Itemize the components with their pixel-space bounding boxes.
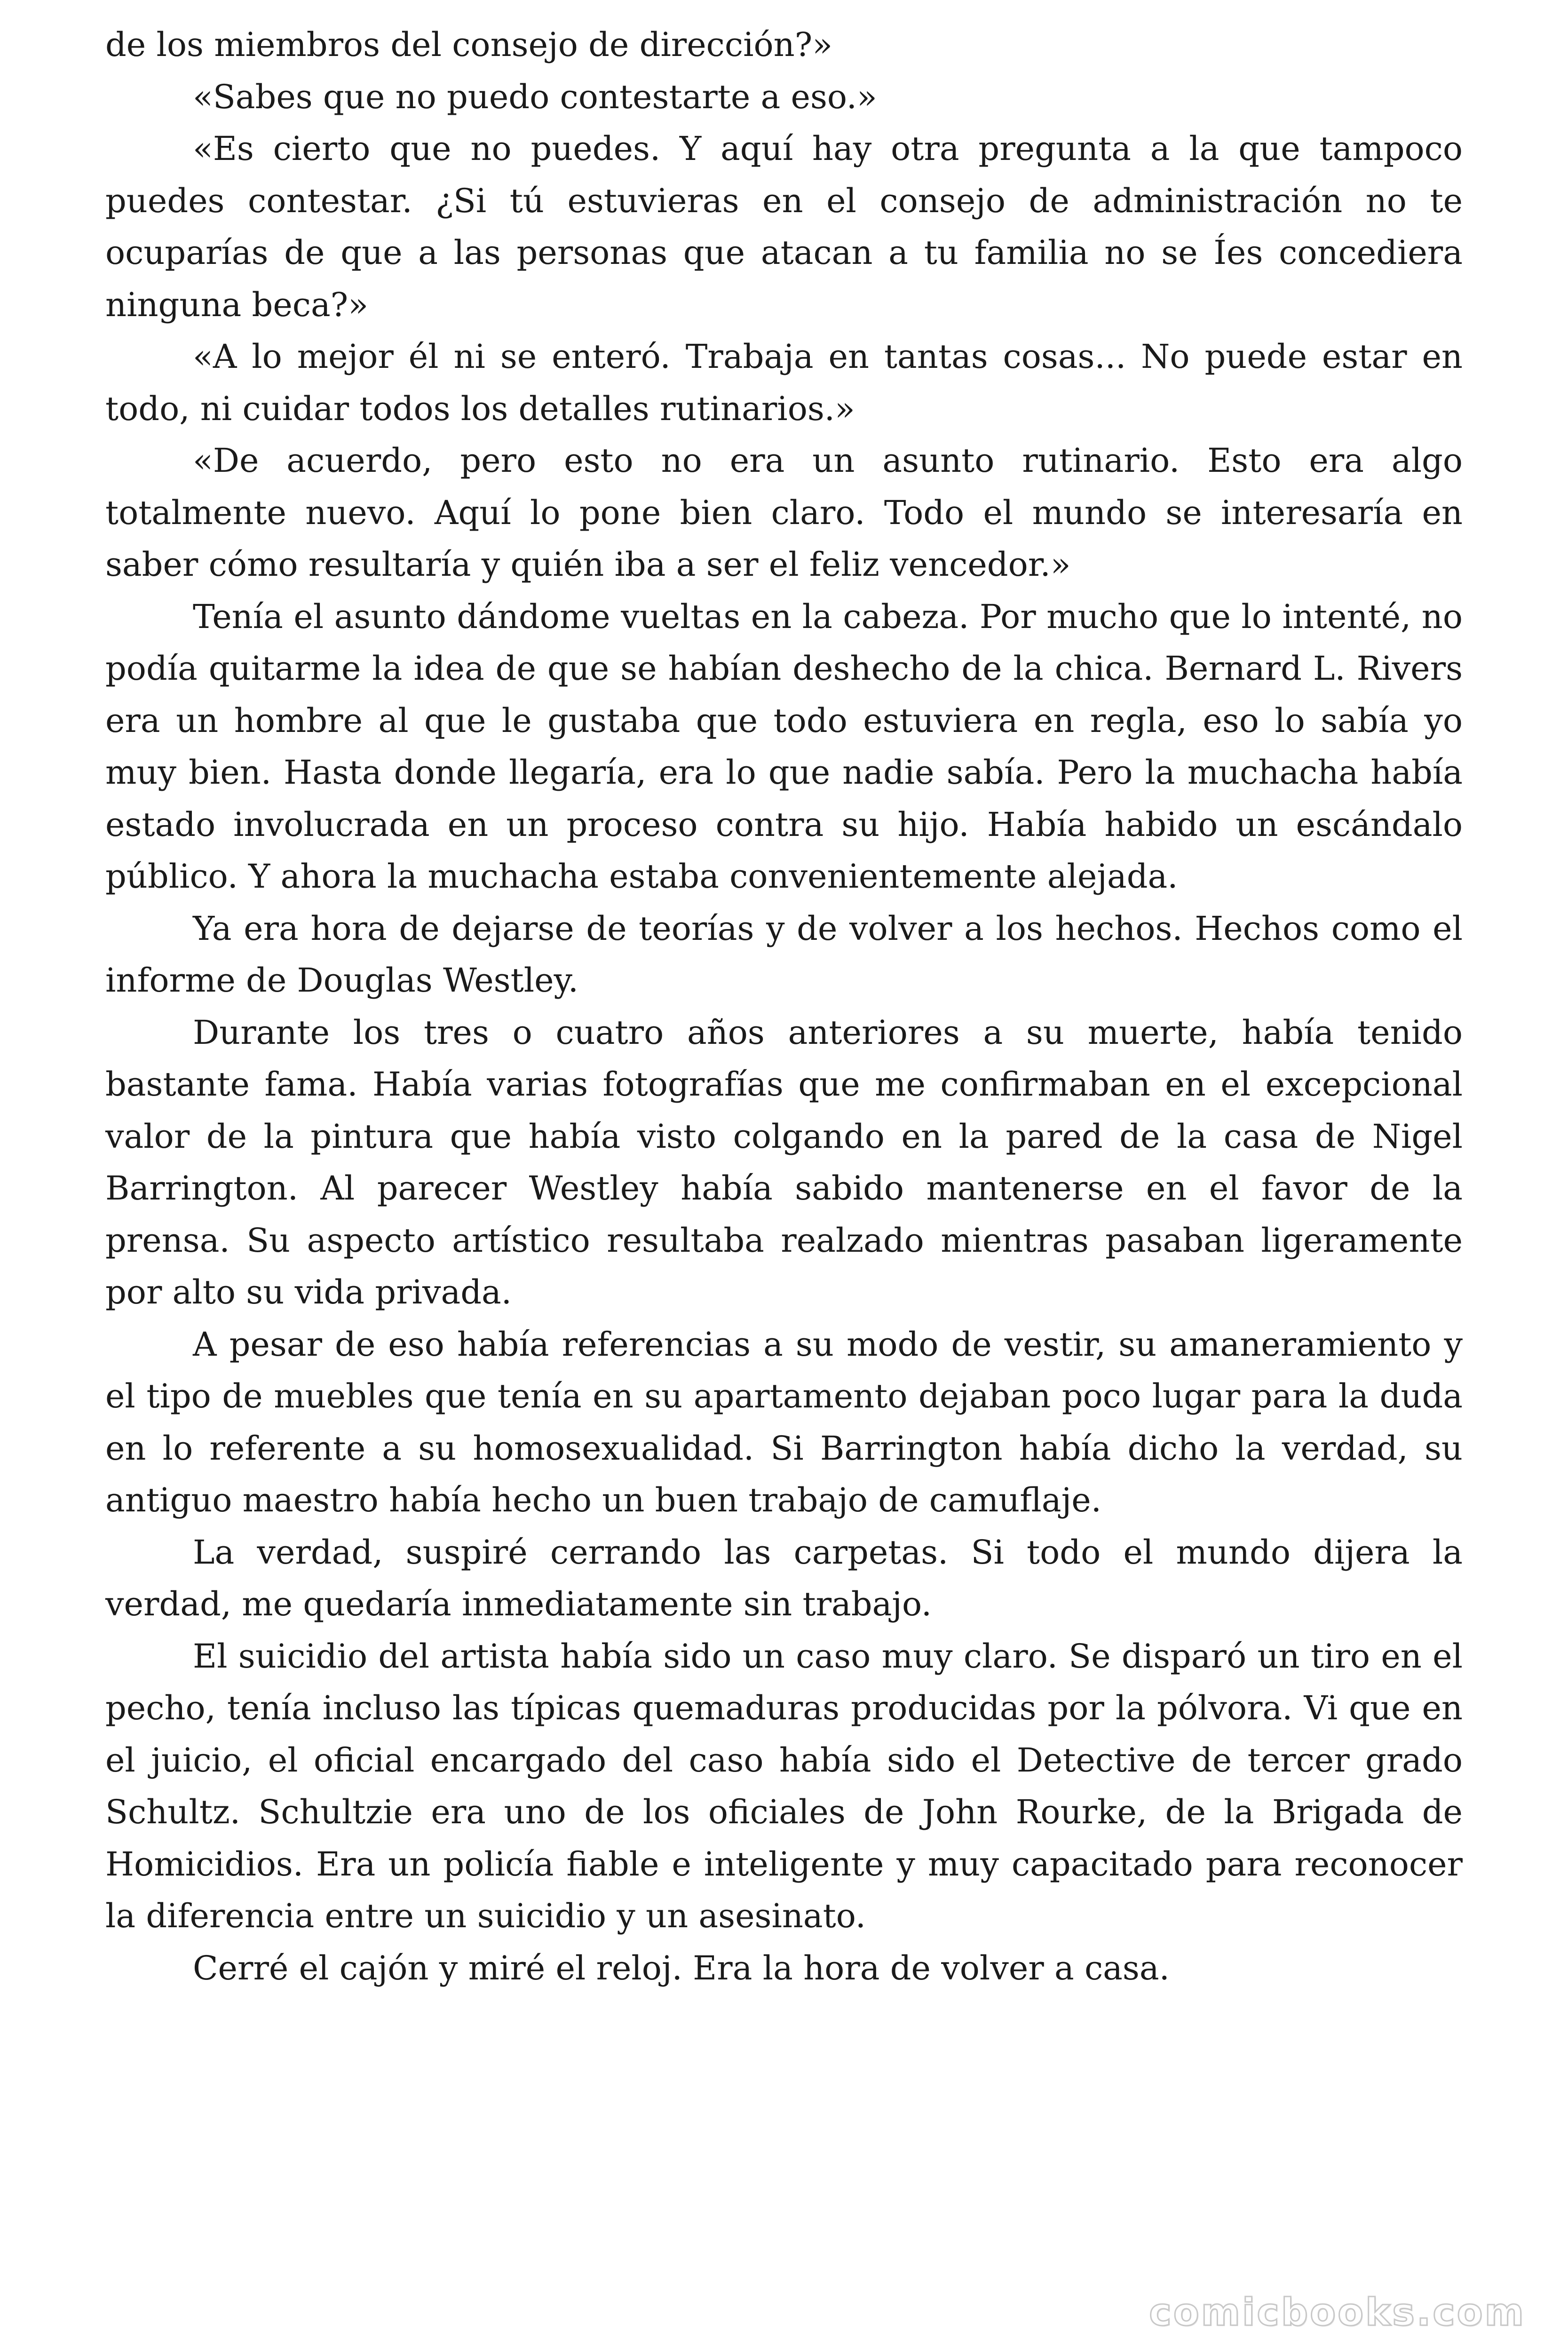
paragraph-narration-7: Cerré el cajón y miré el reloj. Era la hora de volver a casa. — [193, 1948, 1170, 1987]
paragraph-dialogue-1: «Sabes que no puedo contestarte a eso.» — [193, 77, 877, 116]
paragraph-continuation: de los miembros del consejo de dirección?» — [105, 25, 833, 64]
paragraph-narration-6: El suicidio del artista había sido un caso muy claro. Se disparó un tiro en el pecho, tenía incluso las típicas quemaduras producidas por la pólvora. Vi que en el juicio, el oficial encargado del caso había sido el Detective de tercer grado Schultz. Schultzie era uno de los oficiales de John Rourke, de la Brigada de Homicidios. Era un policía fiable e inteligente y muy capacitado para reconocer la diferencia entre un suicidio y un asesinato. — [105, 1637, 1463, 1935]
paragraph-narration-5: La verdad, suspiré cerrando las carpetas. Si todo el mundo dijera la verdad, me quedaría inmediatamente sin trabajo. — [105, 1533, 1463, 1623]
paragraph-narration-2: Ya era hora de dejarse de teorías y de volver a los hechos. Hechos como el informe de Douglas Westley. — [105, 909, 1463, 1000]
book-page-text — [105, 19, 1463, 1994]
paragraph-dialogue-3: «A lo mejor él ni se enteró. Trabaja en tantas cosas... No puede estar en todo, ni cuidar todos los detalles rutinarios.» — [105, 337, 1463, 428]
paragraph-dialogue-4: «De acuerdo, pero esto no era un asunto rutinario. Esto era algo totalmente nuevo. Aquí lo pone bien claro. Todo el mundo se interesaría en saber cómo resultaría y quién iba a ser el feliz vencedor.» — [105, 441, 1463, 584]
paragraph-dialogue-2: «Es cierto que no puedes. Y aquí hay otra pregunta a la que tampoco puedes contestar. ¿Si tú estuvieras en el consejo de administración no te ocuparías de que a las personas que atacan a tu familia no se Íes concediera ninguna beca?» — [105, 129, 1463, 324]
paragraph-narration-1: Tenía el asunto dándome vueltas en la cabeza. Por mucho que lo intenté, no podía quitarme la idea de que se habían deshecho de la chica. Bernard L. Rivers era un hombre al que le gustaba que todo estuviera en regla, eso lo sabía yo muy bien. Hasta donde llegaría, era lo que nadie sabía. Pero la muchacha había estado involucrada en un proceso contra su hijo. Había habido un escándalo público. Y ahora la muchacha estaba convenientemente alejada. — [105, 597, 1463, 896]
watermark-logo: comicbooks.com — [1149, 2290, 1526, 2334]
paragraph-narration-3: Durante los tres o cuatro años anteriores a su muerte, había tenido bastante fama. Había varias fotografías que me confirmaban en el excepcional valor de la pintura que había visto colgando en la pared de la casa de Nigel Barrington. Al parecer Westley había sabido mantenerse en el favor de la prensa. Su aspecto artístico resultaba realzado mientras pasaban ligeramente por alto su vida privada. — [105, 1013, 1463, 1311]
paragraph-narration-4: A pesar de eso había referencias a su modo de vestir, su amaneramiento y el tipo de muebles que tenía en su apartamento dejaban poco lugar para la duda en lo referente a su homosexualidad. Si Barrington había dicho la verdad, su antiguo maestro había hecho un buen trabajo de camuflaje. — [105, 1325, 1463, 1519]
